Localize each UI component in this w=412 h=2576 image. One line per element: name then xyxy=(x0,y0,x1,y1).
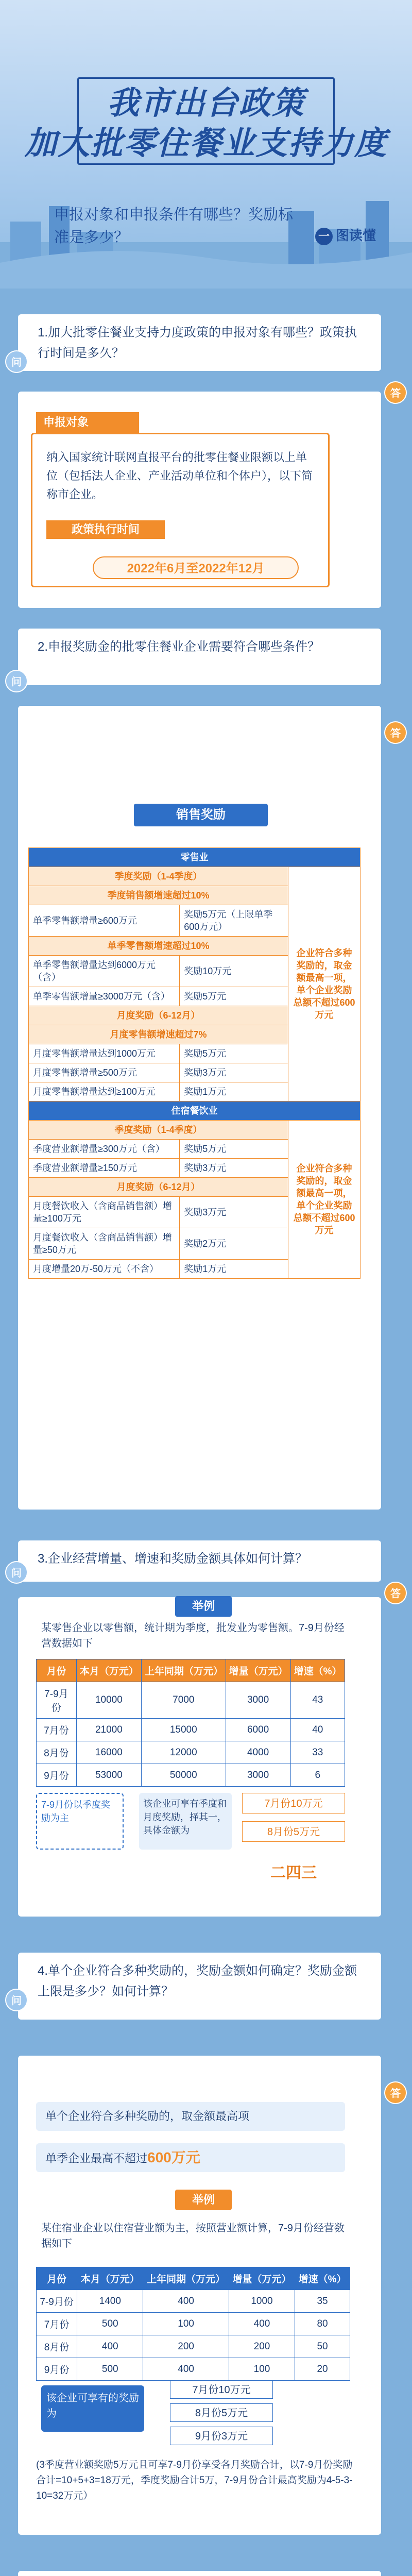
question-text-3: 3.企业经营增量、增速和奖励金额具体如何计算？ xyxy=(38,1552,308,1566)
food-row-0: 季度奖励（1-4季度） xyxy=(29,1121,288,1140)
answer-tag-4: 答 xyxy=(384,2081,407,2104)
yitu-badge xyxy=(315,225,376,245)
answer-tag-3: 答 xyxy=(384,1582,407,1604)
question-text-2: 2.申报奖励金的批零住餐业企业需要符合哪些条件？ xyxy=(38,640,320,654)
retail-row-3: 单季零售额增速超过10% xyxy=(29,937,288,956)
retail-row-0: 季度奖励（1-4季度） xyxy=(29,867,288,886)
food-reward-1: 奖励5万元 xyxy=(180,1140,288,1159)
rule-1: 单个企业符合多种奖励的，取金额最高项 xyxy=(36,2102,345,2131)
col-growth-4: 增速（%） xyxy=(295,2267,350,2290)
col-growth: 增速（%） xyxy=(290,1659,345,1682)
retail-reward-10: 奖励1万元 xyxy=(180,1082,288,1101)
intro-question: 申报对象和申报条件有哪些？奖励标准是多少？ xyxy=(54,207,294,246)
retail-reward-8: 奖励5万元 xyxy=(180,1044,288,1063)
example-text-4: 某住宿业企业以住宿营业额为主，按照营业额计算，7-9月份经营数据如下 xyxy=(41,2223,345,2249)
catering-example-table xyxy=(36,2267,350,2381)
table-row: 9月份 500 400 100 20 xyxy=(37,2358,350,2381)
table-row: 8月份 16000 12000 4000 33 xyxy=(37,1741,345,1764)
col-month-4: 月份 xyxy=(37,2267,77,2290)
question-card-5 xyxy=(18,2571,381,2576)
example-label-4: 举例 xyxy=(175,2190,232,2210)
result-4-3: 9月份3万元 xyxy=(170,2427,273,2445)
retail-cond-10: 月度零售额增量达到≥100万元 xyxy=(29,1082,180,1101)
question-card-1 xyxy=(18,314,381,371)
food-reward-6: 奖励1万元 xyxy=(180,1260,288,1279)
food-header: 住宿餐饮业 xyxy=(29,1101,360,1121)
retail-cond-5: 单季零售额增量≥3000万元（含） xyxy=(29,987,180,1006)
col-increase-4: 增量（万元） xyxy=(229,2267,295,2290)
example-label-3: 举例 xyxy=(175,1596,232,1617)
example-left-label-3: 7-9月份以季度奖励为主 xyxy=(36,1793,124,1850)
retail-row-6: 月度奖励（6-12月） xyxy=(29,1006,288,1025)
food-reward-2: 奖励3万元 xyxy=(180,1159,288,1178)
rule-2: 单季企业最高不超过600万元 xyxy=(36,2143,345,2172)
retail-cond-8: 月度零售额增量达到1000万元 xyxy=(29,1044,180,1063)
col-last-year: 上年同期（万元） xyxy=(141,1659,226,1682)
question-card-3 xyxy=(18,1540,381,1582)
food-row-3: 月度奖励（6-12月） xyxy=(29,1178,288,1197)
page-title-line1: 我市出台政策 xyxy=(107,84,305,122)
question-tag-3: 问 xyxy=(5,1561,28,1584)
retail-cond-9: 月度零售额增量≥500万元 xyxy=(29,1063,180,1082)
col-month: 月份 xyxy=(37,1659,77,1682)
answer-tag-1: 答 xyxy=(384,381,407,404)
question-text-4: 4.单个企业符合多种奖励的，奖励金额如何确定？奖励金额上限是多少？如何计算？ xyxy=(38,1964,357,1998)
question-tag-2: 问 xyxy=(5,670,28,692)
page-title-line2: 加大批零住餐业支持力度 xyxy=(24,124,387,162)
retail-reward-4: 奖励10万元 xyxy=(180,956,288,987)
yitu-label: 图读懂 xyxy=(335,228,376,243)
result-4-1: 7月份10万元 xyxy=(170,2380,273,2399)
col-current: 本月（万元） xyxy=(76,1659,141,1682)
food-cond-4: 月度餐饮收入（含商品销售额）增量≥100万元 xyxy=(29,1197,180,1228)
retail-reward-9: 奖励3万元 xyxy=(180,1063,288,1082)
question-tag-1: 问 xyxy=(5,350,28,373)
question-text-1: 1.加大批零住餐业支持力度政策的申报对象有哪些？政策执行时间是多久？ xyxy=(38,326,357,360)
table-row: 7月份 500 100 400 80 xyxy=(37,2313,350,2335)
retail-row-7: 月度零售额增速超过7% xyxy=(29,1025,288,1044)
col-current-4: 本月（万元） xyxy=(77,2267,143,2290)
table-row: 7-9月份 1400 400 1000 35 xyxy=(37,2290,350,2313)
question-card-4 xyxy=(18,1953,381,2020)
food-cond-1: 季度营业额增量≥300万元（含） xyxy=(29,1140,180,1159)
yitu-icon: 一 xyxy=(315,228,333,245)
result-2: 8月份5万元 xyxy=(242,1821,345,1842)
table-row: 8月份 400 200 200 50 xyxy=(37,2335,350,2358)
example-left-label-4: 该企业可享有的奖励为 xyxy=(41,2385,144,2432)
food-side-note: 企业符合多种奖励的，取金额最高一项，单个企业奖励总额不超过600万元 xyxy=(288,1121,360,1279)
summary-4: (3季度营业额奖励5万元且可享7-9月份享受各月奖励合计，以7-9月份奖励合计=10+5+3=18万元，季度奖励合计5万，7-9月份合计最高奖励为4-5-3-10=32万元） xyxy=(36,2460,353,2501)
answer-tag-2: 答 xyxy=(384,721,407,744)
retail-cond-2: 单季零售额增量≥600万元 xyxy=(29,905,180,937)
example-text-3: 某零售企业以零售额，统计期为季度，批发业为零售额。7-9月份经营数据如下 xyxy=(41,1622,345,1649)
example-mid-label-3: 该企业可享有季度和月度奖励，择其一，具体金额为 xyxy=(139,1793,232,1850)
sales-reward-title: 销售奖励 xyxy=(134,804,268,826)
food-reward-4: 奖励3万元 xyxy=(180,1197,288,1228)
policy-period-label: 政策执行时间 xyxy=(46,520,165,539)
question-tag-4: 问 xyxy=(5,1989,28,2011)
applicant-title: 申报对象 xyxy=(36,412,139,433)
question-card-2 xyxy=(18,629,381,685)
col-increase: 增量（万元） xyxy=(226,1659,290,1682)
retail-row-1: 季度销售额增速超过10% xyxy=(29,886,288,905)
header-banner xyxy=(0,0,412,289)
retail-reward-5: 奖励5万元 xyxy=(180,987,288,1006)
food-cond-6: 月度增量20万-50万元（不含） xyxy=(29,1260,180,1279)
result-4-2: 8月份5万元 xyxy=(170,2403,273,2422)
table-row: 9月份 53000 50000 3000 6 xyxy=(37,1764,345,1787)
reward-table xyxy=(28,848,360,1279)
result-total: 二四三 xyxy=(270,1865,317,1882)
food-cond-2: 季度营业额增量≥150万元 xyxy=(29,1159,180,1178)
result-1: 7月份10万元 xyxy=(242,1793,345,1814)
table-row: 7-9月份 10000 7000 3000 43 xyxy=(37,1682,345,1719)
retail-header: 零售业 xyxy=(29,848,360,867)
retail-cond-4: 单季零售额增量达到6000万元（含） xyxy=(29,956,180,987)
retail-reward-2: 奖励5万元（上限单季600万元） xyxy=(180,905,288,937)
food-reward-5: 奖励2万元 xyxy=(180,1228,288,1260)
sales-example-table xyxy=(36,1659,345,1787)
table-row: 7月份 21000 15000 6000 40 xyxy=(37,1719,345,1741)
col-last-year-4: 上年同期（万元） xyxy=(143,2267,229,2290)
food-cond-5: 月度餐饮收入（含商品销售额）增量≥50万元 xyxy=(29,1228,180,1260)
policy-period-dates: 2022年6月至2022年12月 xyxy=(93,556,299,579)
applicant-body: 纳入国家统计联网直报平台的批零住餐业限额以上单位（包括法人企业、产业活动单位和个体户），以下简称市企业。 xyxy=(46,451,313,501)
reward-side-note: 企业符合多种奖励的，取金额最高一项，单个企业奖励总额不超过600万元 xyxy=(288,867,360,1101)
